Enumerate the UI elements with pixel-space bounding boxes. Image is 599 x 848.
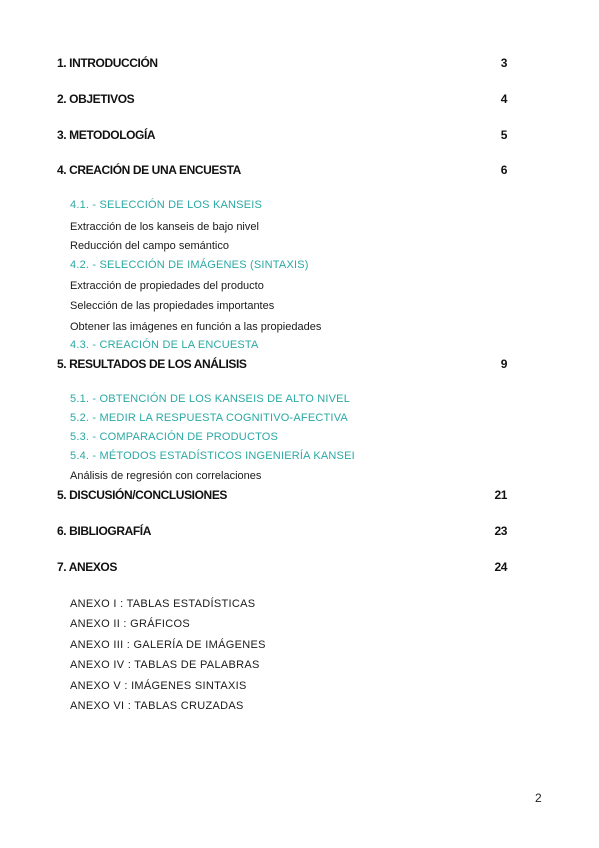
toc-entry-label: 6. BIBLIOGRAFÍA bbox=[57, 524, 152, 538]
toc-item[interactable]: Extracción de propiedades del producto bbox=[70, 280, 264, 292]
toc-subentry-5-2[interactable]: 5.2. - MEDIR LA RESPUESTA COGNITIVO-AFECTIVA bbox=[70, 412, 348, 424]
toc-subentry-5-3[interactable]: 5.3. - COMPARACIÓN DE PRODUCTOS bbox=[70, 431, 279, 443]
toc-entry-label: 5. RESULTADOS DE LOS ANÁLISIS bbox=[57, 357, 247, 371]
toc-item[interactable]: Obtener las imágenes en función a las propiedades bbox=[70, 321, 322, 333]
annex-item[interactable]: ANEXO II : GRÁFICOS bbox=[70, 618, 190, 630]
annex-item[interactable]: ANEXO VI : TABLAS CRUZADAS bbox=[70, 700, 244, 712]
toc-entry-discusion[interactable] bbox=[57, 489, 507, 502]
toc-entry-page: 9 bbox=[500, 357, 507, 371]
toc-entry-page: 5 bbox=[500, 128, 507, 142]
toc-entry-objetivos[interactable] bbox=[57, 93, 507, 106]
toc-entry-label: 3. METODOLOGÍA bbox=[57, 128, 156, 142]
toc-entry-page: 24 bbox=[494, 560, 507, 574]
toc-entry-label: 7. ANEXOS bbox=[57, 560, 117, 574]
toc-subentry-4-3[interactable]: 4.3. - CREACIÓN DE LA ENCUESTA bbox=[70, 339, 259, 351]
toc-entry-page: 23 bbox=[494, 524, 507, 538]
toc-entry-label: 4. CREACIÓN DE UNA ENCUESTA bbox=[57, 163, 241, 177]
toc-entry-page: 21 bbox=[494, 488, 507, 502]
toc-entry-introduccion[interactable] bbox=[57, 57, 507, 70]
toc-subentry-4-1[interactable]: 4.1. - SELECCIÓN DE LOS KANSEIS bbox=[70, 199, 263, 211]
toc-subentry-4-2[interactable]: 4.2. - SELECCIÓN DE IMÁGENES (SINTAXIS) bbox=[70, 259, 309, 271]
annex-item[interactable]: ANEXO III : GALERÍA DE IMÁGENES bbox=[70, 639, 266, 651]
toc-item[interactable]: Extracción de los kanseis de bajo nivel bbox=[70, 221, 259, 233]
annex-item[interactable]: ANEXO I : TABLAS ESTADÍSTICAS bbox=[70, 598, 256, 610]
toc-entry-label: 5. DISCUSIÓN/CONCLUSIONES bbox=[57, 488, 228, 502]
toc-item[interactable]: Análisis de regresión con correlaciones bbox=[70, 470, 262, 482]
toc-entry-label: 2. OBJETIVOS bbox=[57, 92, 135, 106]
toc-item[interactable]: Selección de las propiedades importantes bbox=[70, 300, 275, 312]
annex-item[interactable]: ANEXO IV : TABLAS DE PALABRAS bbox=[70, 659, 260, 671]
toc-subentry-5-4[interactable]: 5.4. - MÉTODOS ESTADÍSTICOS INGENIERÍA KANSEI bbox=[70, 450, 355, 462]
annex-item[interactable]: ANEXO V : IMÁGENES SINTAXIS bbox=[70, 680, 247, 692]
toc-entry-resultados[interactable] bbox=[57, 358, 507, 371]
toc-entry-page: 4 bbox=[500, 92, 507, 106]
toc-entry-creacion[interactable] bbox=[57, 164, 507, 177]
page-number: 2 bbox=[535, 791, 542, 805]
toc-entry-anexos[interactable] bbox=[57, 561, 507, 574]
toc-entry-bibliografia[interactable] bbox=[57, 525, 507, 538]
toc-entry-metodologia[interactable] bbox=[57, 129, 507, 142]
toc-entry-label: 1. INTRODUCCIÓN bbox=[57, 56, 158, 70]
toc-subentry-5-1[interactable]: 5.1. - OBTENCIÓN DE LOS KANSEIS DE ALTO NIVEL bbox=[70, 393, 351, 405]
toc-entry-page: 6 bbox=[500, 163, 507, 177]
toc-item[interactable]: Reducción del campo semántico bbox=[70, 240, 229, 252]
toc-entry-page: 3 bbox=[500, 56, 507, 70]
